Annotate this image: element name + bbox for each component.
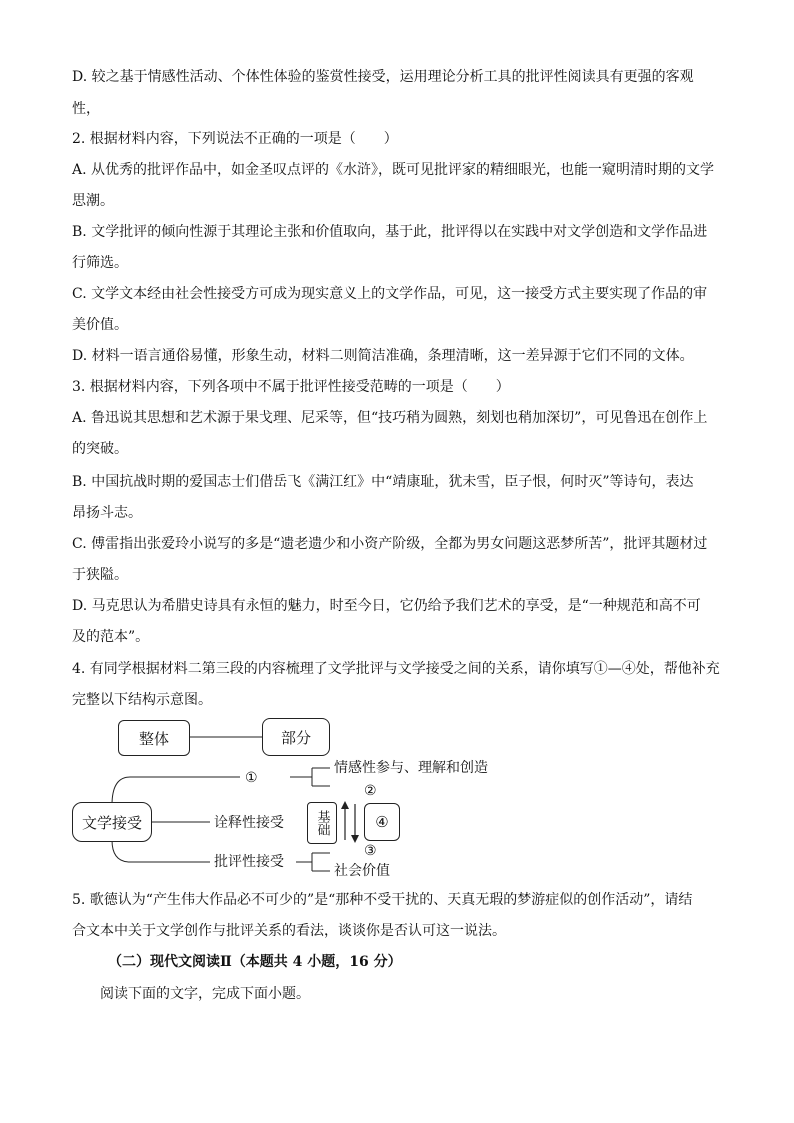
question-5: 5. 歌德认为“产生伟大作品必不可少的”是“那种不受干扰的、天真无瑕的梦游症似的创作活动”，请结 <box>72 892 693 908</box>
blank-4-box: ④ <box>364 803 400 841</box>
blank-3: ③ <box>364 843 377 859</box>
text-line: D. 较之基于情感性活动、个体性体验的鉴赏性接受，运用理论分析工具的批评性阅读具有更强的客观 <box>72 69 694 85</box>
literary-reception-box: 文学接受 <box>72 802 152 842</box>
whole-box: 整体 <box>118 720 190 756</box>
question-2: 2. 根据材料内容，下列说法不正确的一项是（ ） <box>72 131 398 147</box>
option-b: B. 文学批评的倾向性源于其理论主张和价值取向，基于此，批评得以在实践中对文学创造和文学作品进 <box>72 224 708 240</box>
option-c: C. 傅雷指出张爱玲小说写的多是“遗老遗少和小资产阶级，全都为男女问题这恶梦所苦”，批评其题材过 <box>72 536 708 552</box>
blank-1: ① <box>245 770 258 786</box>
section-heading: （二）现代文阅读Ⅱ（本题共 4 小题，16 分） <box>108 954 402 970</box>
text-line: 行筛选。 <box>72 255 128 271</box>
question-3: 3. 根据材料内容，下列各项中不属于批评性接受范畴的一项是（ ） <box>72 379 510 395</box>
foundation-box: 基础 <box>307 802 337 844</box>
question-4: 4. 有同学根据材料二第三段的内容梳理了文学批评与文学接受之间的关系，请你填写①—④处，帮他补充 <box>72 661 720 677</box>
text-line: 合文本中关于文学创作与批评关系的看法，谈谈你是否认可这一说法。 <box>72 923 506 939</box>
text-line: 思潮。 <box>72 193 114 209</box>
text-line: 完整以下结构示意图。 <box>72 692 212 708</box>
part-box: 部分 <box>262 718 330 756</box>
emotional-participation: 情感性参与、理解和创造 <box>334 760 488 776</box>
text-line: 昂扬斗志。 <box>72 505 142 521</box>
option-d: D. 马克思认为希腊史诗具有永恒的魅力，时至今日，它仍给予我们艺术的享受，是“一种规范和高不可 <box>72 598 701 614</box>
interpretive-reception: 诠释性接受 <box>214 815 284 831</box>
social-value: 社会价值 <box>334 863 390 879</box>
critical-reception: 批评性接受 <box>214 854 284 870</box>
option-c: C. 文学文本经由社会性接受方可成为现实意义上的文学作品，可见，这一接受方式主要实现了作品的审 <box>72 286 708 302</box>
text-line: 于狭隘。 <box>72 567 128 583</box>
text-line: 及的范本”。 <box>72 629 150 645</box>
option-a: A. 鲁迅说其思想和艺术源于果戈理、尼采等，但“技巧稍为圆熟，刻划也稍加深切”，可见鲁迅在创作上 <box>72 410 708 426</box>
option-b: B. 中国抗战时期的爱国志士们借岳飞《满江红》中“靖康耻，犹未雪，臣子恨，何时灭”等诗句，表达 <box>72 474 694 490</box>
text-line: 的突破。 <box>72 441 128 457</box>
option-a: A. 从优秀的批评作品中，如金圣叹点评的《水浒》，既可见批评家的精细眼光，也能一窥明清时期的文学 <box>72 162 715 178</box>
reading-instruction: 阅读下面的文字，完成下面小题。 <box>100 986 310 1002</box>
text-line: 性， <box>72 101 100 117</box>
blank-2: ② <box>364 783 377 799</box>
option-d: D. 材料一语言通俗易懂，形象生动，材料二则简洁准确，条理清晰，这一差异源于它们不同的文体。 <box>72 348 694 364</box>
text-line: 美价值。 <box>72 317 128 333</box>
